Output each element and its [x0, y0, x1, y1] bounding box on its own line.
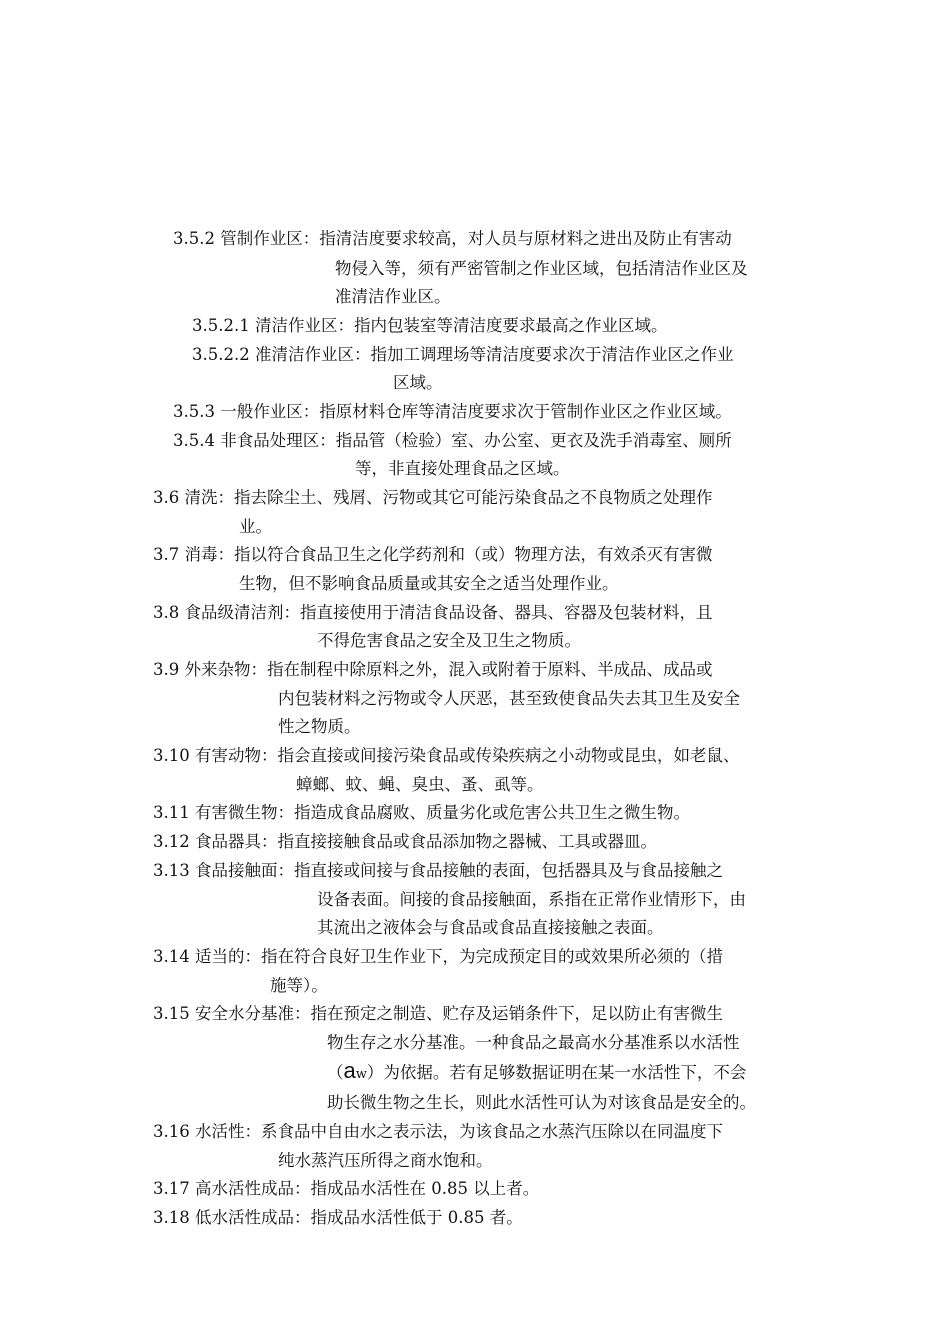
entry-3-9-line-2: 内包装材料之污物或令人厌恶，甚至致使食品失去其卫生及安全	[278, 689, 740, 708]
entry-3-15-line-4: 助长微生物之生长，则此水活性可认为对该食品是安全的。	[327, 1093, 756, 1112]
entry-3-9-line-3: 性之物质。	[278, 717, 361, 736]
entry-3-13-line-1: 3.13 食品接触面：指直接或间接与食品接触的表面，包括器具及与食品接触之	[153, 861, 723, 880]
entry-3-10-line-1: 3.10 有害动物：指会直接或间接污染食品或传染疾病之小动物或昆虫，如老鼠、	[153, 746, 740, 765]
entry-3-7-line-2: 生物，但不影响食品质量或其安全之适当处理作业。	[239, 574, 619, 593]
entry-3-5-2-line-3: 准清洁作业区。	[335, 287, 451, 306]
water-activity-symbol: a	[343, 1058, 356, 1083]
entry-3-6-line-1: 3.6 清洗：指去除尘土、残屑、污物或其它可能污染食品之不良物质之处理作	[153, 488, 713, 507]
entry-3-14-line-1: 3.14 适当的：指在符合良好卫生作业下，为完成预定目的或效果所必须的（措	[153, 947, 723, 966]
entry-3-15-line-3	[327, 1058, 747, 1085]
entry-3-9-line-1: 3.9 外来杂物：指在制程中除原料之外，混入或附着于原料、半成品、成品或	[153, 660, 713, 679]
entry-3-17: 3.17 高水活性成品：指成品水活性在 0.85 以上者。	[153, 1179, 540, 1198]
entry-3-18: 3.18 低水活性成品：指成品水活性低于 0.85 者。	[153, 1208, 523, 1227]
entry-3-5-2-line-2: 物侵入等，须有严密管制之作业区域，包括清洁作业区及	[335, 259, 748, 278]
entry-3-13-line-2: 设备表面。间接的食品接触面，系指在正常作业情形下，由	[317, 890, 746, 909]
entry-3-16-line-2: 纯水蒸汽压所得之商水饱和。	[278, 1151, 493, 1170]
entry-3-13-line-3: 其流出之液体会与食品或食品直接接触之表面。	[317, 918, 664, 937]
entry-3-5-2-line-1: 3.5.2 管制作业区：指清洁度要求较高，对人员与原材料之进出及防止有害动	[173, 229, 732, 248]
water-activity-subscript: w	[355, 1067, 367, 1082]
entry-3-5-3: 3.5.3 一般作业区：指原材料仓库等清洁度要求次于管制作业区之作业区域。	[173, 402, 732, 421]
entry-3-12: 3.12 食品器具：指直接接触食品或食品添加物之器械、工具或器皿。	[153, 832, 657, 851]
entry-3-6-line-2: 业。	[239, 517, 272, 536]
entry-3-7-line-1: 3.7 消毒：指以符合食品卫生之化学药剂和（或）物理方法，有效杀灭有害微	[153, 545, 713, 564]
entry-3-15-line-1: 3.15 安全水分基准：指在预定之制造、贮存及运销条件下，足以防止有害微生	[153, 1004, 723, 1023]
entry-3-15-line-3-rest: ）为依据。若有足够数据证明在某一水活性下，不会	[366, 1063, 747, 1082]
entry-3-14-line-2: 施等）。	[270, 976, 328, 995]
entry-3-5-4-line-2: 等，非直接处理食品之区域。	[355, 459, 570, 478]
open-paren: （	[327, 1063, 344, 1082]
entry-3-5-2-2-line-1: 3.5.2.2 准清洁作业区：指加工调理场等清洁度要求次于清洁作业区之作业	[192, 345, 734, 364]
entry-3-5-2-1: 3.5.2.1 清洁作业区：指内包装室等清洁度要求最高之作业区域。	[192, 316, 668, 335]
entry-3-15-line-2: 物生存之水分基准。一种食品之最高水分基准系以水活性	[327, 1033, 740, 1052]
entry-3-16-line-1: 3.16 水活性：系食品中自由水之表示法，为该食品之水蒸汽压除以在同温度下	[153, 1122, 723, 1141]
entry-3-10-line-2: 蟑螂、蚊、蝇、臭虫、蚤、虱等。	[296, 775, 544, 794]
entry-3-11: 3.11 有害微生物：指造成食品腐败、质量劣化或危害公共卫生之微生物。	[153, 803, 690, 822]
entry-3-8-line-2: 不得危害食品之安全及卫生之物质。	[317, 631, 581, 650]
entry-3-5-4-line-1: 3.5.4 非食品处理区：指品管（检验）室、办公室、更衣及洗手消毒室、厕所	[173, 431, 732, 450]
entry-3-5-2-2-line-2: 区域。	[393, 373, 443, 392]
entry-3-8-line-1: 3.8 食品级清洁剂：指直接使用于清洁食品设备、器具、容器及包装材料，且	[153, 603, 713, 622]
